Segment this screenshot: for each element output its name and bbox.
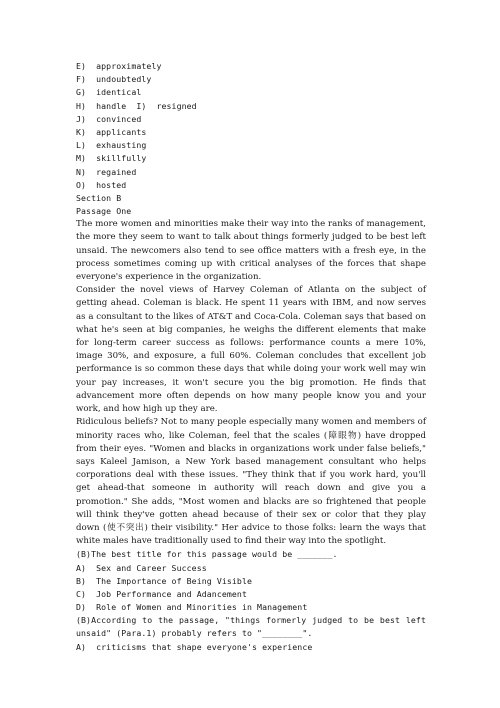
option-item: E) approximately <box>76 61 162 71</box>
passage-heading: Passage One <box>76 206 132 217</box>
section-heading: Section B <box>76 192 122 203</box>
answer-choice: C) Job Performance and Adancement <box>76 588 247 599</box>
answer-choice: A) Sex and Career Success <box>76 562 207 573</box>
paragraph-2: Consider the novel views of Harvey Coleman of Atlanta on the subject of getting ahead. Coleman is black. He spent 11 years with IBM, and now serves as a consultant to the likes of AT&T and Coca-Cola. Coleman says that based on what he's seen at big companies, he weighs the different elements that make for long-term career success as follows: performance counts a mere 10%, image 30%, and exposure, a full 60%. Coleman concludes that excellent job performance is so common these days that while doing your work well may win your pay increases, it won't secure you the big promotion. He finds that advancement more often depends on how many people know you and your work, and how high up they are. <box>76 285 426 415</box>
option-item: N) regained <box>76 166 137 177</box>
option-item: F) undoubtedly <box>76 74 152 85</box>
answer-choice: A) criticisms that shape everyone's experience <box>76 641 313 652</box>
option-item: O) hosted <box>76 179 127 190</box>
option-item: K) applicants <box>76 126 147 137</box>
question-stem: (B)According to the passage, "things formerly judged to be best left unsaid" (Para.1) probably refers to "________". <box>76 615 426 639</box>
paragraph-3: Ridiculous beliefs? Not to many people especially many women and members of minority races who, like Coleman, feel that the scales (障眼物) have dropped from their eyes. "Women and blacks in organizations work under false beliefs," says Kaleel Jamison, a New York based management consultant who helps corporations deal with these issues. "They think that if you work hard, you'll get ahead-that someone in authority will reach down and give you a promotion." She adds, "Most women and blacks are so frightened that people will think they've gotten ahead because of their sex or color that they play down (使不突出) their visibility." Her advice to those folks: learn the ways that white males have traditionally used to find their way into the spotlight. <box>76 417 426 547</box>
option-item: J) convinced <box>76 113 142 124</box>
option-item: G) identical <box>76 87 142 98</box>
question-2 <box>76 614 426 654</box>
question-1 <box>76 548 426 614</box>
option-item: H) handle I) resigned <box>76 100 197 111</box>
answer-choice: B) The Importance of Being Visible <box>76 575 253 586</box>
answer-choice: D) Role of Women and Minorities in Management <box>76 602 308 613</box>
document-page <box>76 60 426 654</box>
paragraph-1: The more women and minorities make their way into the ranks of management, the more they seem to want to talk about things formerly judged to be best left unsaid. The newcomers also tend to see office matters with a fresh eye, in the process sometimes coming up with critical analyses of the forces that shape everyone's experience in the organization. <box>76 219 426 283</box>
options-list <box>76 60 426 192</box>
option-item: L) exhausting <box>76 140 147 151</box>
option-item: M) skillfully <box>76 153 147 164</box>
question-stem: (B)The best title for this passage would be _______. <box>76 549 338 560</box>
